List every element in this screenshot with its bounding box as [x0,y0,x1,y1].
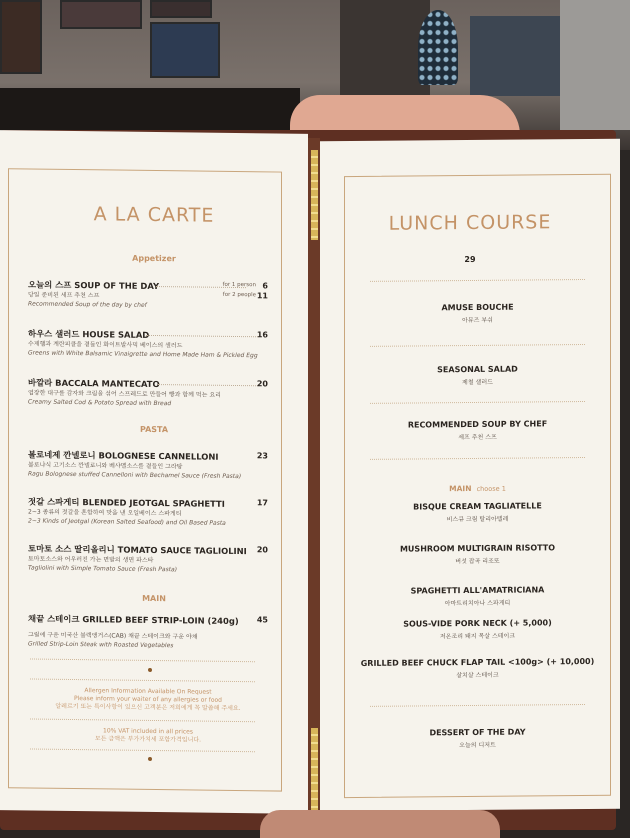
item-price: 20 [256,379,268,389]
course-name: BISQUE CREAM TAGLIATELLE [413,501,542,512]
course-name-ko: 아마트리치아나 스파게티 [444,599,511,608]
item-name: 젓갈 스파게티 BLENDED JEOTGAL SPAGHETTI [28,496,225,509]
christmas-tree [418,10,458,85]
wall-picture [60,0,142,29]
hand [260,810,500,838]
course-name-ko: 살치살 스테이크 [456,671,499,680]
item-desc-en: Grilled Strip-Loin Steak with Roasted Vegetables [28,640,174,650]
course-item [350,302,605,325]
course-item [350,618,605,641]
item-desc-ko: 염장한 대구를 감자와 크림을 섞어 스프레드로 만들어 빵과 함께 먹는 요리 [28,389,221,399]
item-name: 볼로네제 깐넬로니 BOLOGNESE CANNELLONI [28,449,219,462]
vat-info [18,726,278,745]
page-title: LUNCH COURSE [388,211,552,235]
section-heading-appetizer: Appetizer [132,253,176,264]
item-price: 16 [256,330,268,340]
course-name: SOUS-VIDE PORK NECK (+ 5,000) [403,618,552,629]
course-item [350,585,605,608]
menu-item [28,612,268,651]
vat-line: 10% VAT included in all prices [103,727,193,736]
course-item [350,727,605,750]
menu-item [28,327,268,360]
divider-dot [148,668,152,672]
binder-clip [311,150,318,240]
allergen-line: Please inform your waiter of any allergies or food [73,695,222,704]
wall-picture [150,22,220,78]
menu-page-lunch-course [320,139,620,812]
allergen-line: Allergen Information Available On Request [84,687,212,696]
course-name-ko: 저온조리 돼지 목살 스테이크 [439,632,516,641]
item-price: 45 [256,615,268,625]
course-name: RECOMMENDED SOUP BY CHEF [407,419,548,430]
course-price: 29 [464,254,476,265]
menu-item [28,542,268,575]
counter [0,88,300,136]
item-desc-en: 2~3 Kinds of Jeotgal (Korean Salted Seafood) and Oil Based Pasta [28,517,226,527]
course-item [350,501,605,524]
item-desc-ko: 당일 준비된 세프 추천 스프 [28,291,100,300]
course-item [350,543,605,566]
course-item [350,657,605,680]
item-desc-ko: 수제햄과 계란피클을 곁들인 화이트발사믹 베이스의 샐러드 [28,340,183,350]
item-price: 11 [256,291,268,301]
menu-page-a-la-carte [0,130,308,814]
item-price: 6 [262,281,268,291]
portion-label: for 2 people [222,291,256,299]
course-name-ko: 오늘의 디저트 [459,741,496,750]
item-price: 23 [256,451,268,461]
wall-picture [0,0,42,74]
menu-item [28,495,268,528]
cabinet [470,16,570,96]
item-name: 오늘의 스프 SOUP OF THE DAY [28,279,160,292]
item-desc-ko: 2~3 종류의 젓갈을 혼합하여 맛을 낸 오일베이스 스파게티 [28,508,182,518]
item-name: 채끝 스테이크 GRILLED BEEF STRIP-LOIN (240g) [28,613,239,627]
course-name: SEASONAL SALAD [437,364,518,375]
course-name: GRILLED BEEF CHUCK FLAP TAIL <100g> (+ 10,000) [360,656,595,668]
allergen-info [18,686,278,713]
portion-label: for 1 person [222,281,256,289]
page-title: A LA CARTE [93,203,215,227]
section-heading-pasta: PASTA [139,424,169,435]
binder-clip [311,728,318,818]
course-name-ko: 아뮤즈 부쉬 [462,316,493,325]
item-price: 20 [256,545,268,555]
window [560,0,630,130]
wall-picture [150,0,212,18]
course-name-ko: 비스큐 크림 탈리아텔레 [446,515,509,524]
item-desc-ko: 토마토소스와 어우러진 가는 면발의 생면 파스타 [28,555,154,564]
menu-item [28,448,268,481]
item-desc-en: Recommended Soup of the day by chef [28,300,147,309]
main-heading [350,475,605,496]
course-name-ko: 버섯 잡곡 리조또 [455,557,500,566]
course-name: DESSERT OF THE DAY [429,727,526,738]
item-name: 토마토 소스 딸리올리니 TOMATO SAUCE TAGLIOLINI [28,543,247,557]
menu-item [28,376,268,409]
item-desc-en: Greens with White Balsamic Vinaigrette and Home Made Ham & Pickled Egg [28,349,258,360]
item-desc-en: Ragu Bolognese stuffed Cannelloni with Bechamel Sauce (Fresh Pasta) [28,470,242,481]
course-name: SPAGHETTI ALL'AMATRICIANA [410,585,545,596]
course-name: MUSHROOM MULTIGRAIN RISOTTO [399,543,556,554]
item-desc-en: Creamy Salted Cod & Potato Spread with Bread [28,398,172,408]
main-label: MAIN [449,483,472,494]
item-name: 하우스 샐러드 HOUSE SALAD [28,328,150,340]
menu-item [28,278,268,311]
main-choose: choose 1 [476,484,506,493]
item-price: 17 [256,498,268,508]
item-desc-ko: 볼로냐식 고기소스 깐넬로니와 베샤멜소스를 곁들인 그라탕 [28,461,183,471]
course-item [350,364,605,387]
course-name: AMUSE BOUCHE [441,302,514,313]
section-heading-main: MAIN [142,593,166,604]
allergen-line: 알레르기 또는 특이사항이 있으신 고객분은 저희에게 꼭 말씀해 주세요. [55,702,241,713]
course-item [350,419,605,442]
item-name: 바깔라 BACCALA MANTECATO [28,377,160,390]
vat-line: 모든 금액은 부가가치세 포함가격입니다. [94,735,202,744]
course-name-ko: 제철 샐러드 [462,378,493,387]
divider-dot [148,757,152,761]
course-name-ko: 세프 추천 스프 [458,433,497,442]
item-desc-ko: 그릴에 구운 미국산 블랙앵거스(CAB) 채끝 스테이크와 구운 야채 [28,631,198,641]
item-desc-en: Tagliolini with Simple Tomato Sauce (Fresh Pasta) [28,564,178,574]
